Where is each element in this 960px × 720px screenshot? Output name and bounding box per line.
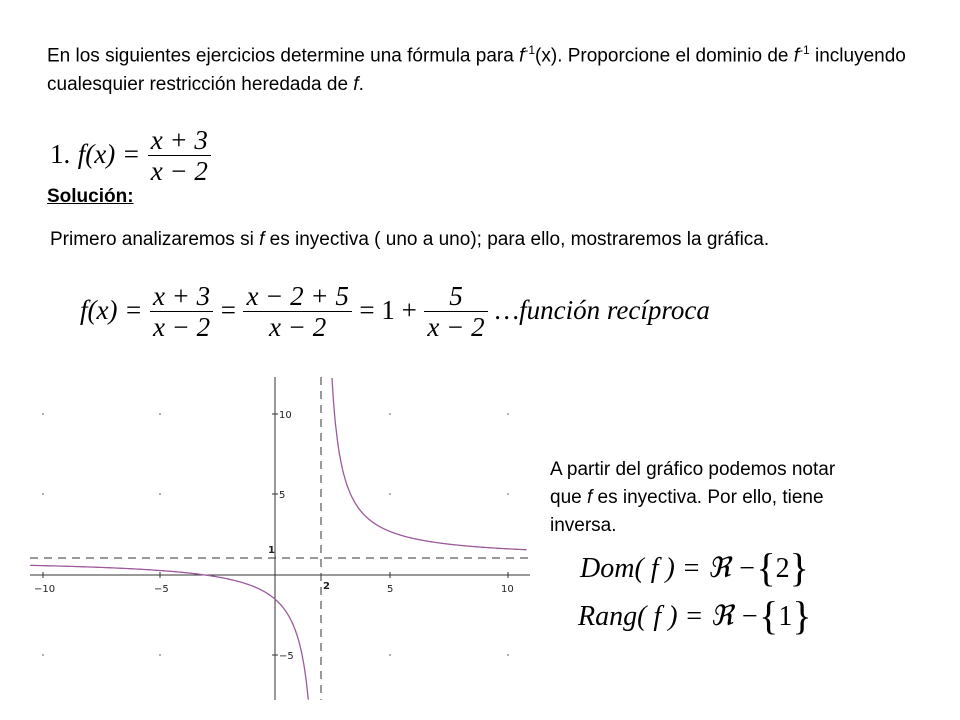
y-tick-neg5: −5: [279, 651, 294, 662]
x-tick-10: 10: [501, 584, 514, 595]
function-graph: [30, 372, 530, 700]
y-tick-10: 10: [279, 410, 292, 421]
y-tick-5: 5: [279, 490, 286, 501]
derivation-fraction-2: $\frac{x - 2 + 5}{x - 2}$: [243, 282, 351, 342]
exercise-1-equation: 1. f(x) = $\frac{x + 3}{x - 2}$: [50, 126, 211, 186]
exercise-fraction: $\frac{x + 3}{x - 2}$: [148, 126, 211, 186]
domain-equation: Dom( f ) = ℜ −{2}: [580, 545, 809, 590]
asymptote-y-label: 1: [268, 545, 275, 556]
curve-left-branch: [30, 565, 308, 699]
x-tick-neg10: −10: [34, 584, 56, 595]
x-tick-neg5: −5: [154, 584, 169, 595]
x-tick-5: 5: [387, 584, 394, 595]
derivation-equation: f(x) = $\frac{x + 3}{x - 2}$ = $\frac{x - 2 + 5}{x - 2}$ = 1 + $\frac{5}{x - 2}$ …función recíproca: [80, 281, 710, 343]
range-equation: Rang( f ) = ℜ −{1}: [578, 593, 812, 638]
curve-right-branch: [332, 378, 527, 550]
derivation-fraction-3: $\frac{5}{x - 2}$: [424, 282, 487, 342]
asymptote-x-label: 2: [323, 581, 330, 592]
conclusion-note: A partir del gráfico podemos notar que f es inyectiva. Por ello, tiene inversa.: [550, 459, 836, 536]
derivation-fraction-1: $\frac{x + 3}{x - 2}$: [150, 282, 213, 342]
solution-heading: Solución:: [47, 186, 134, 207]
instructions-text: En los siguientes ejercicios determine una fórmula para $f^{-1}(x)$. Proporcione el dominio de $f^{-1}$ incluyendo cualesquier restricción heredada de f.: [47, 43, 906, 96]
solution-paragraph: Primero analizaremos si f es inyectiva ( uno a uno); para ello, mostraremos la gráfica.: [50, 229, 770, 250]
